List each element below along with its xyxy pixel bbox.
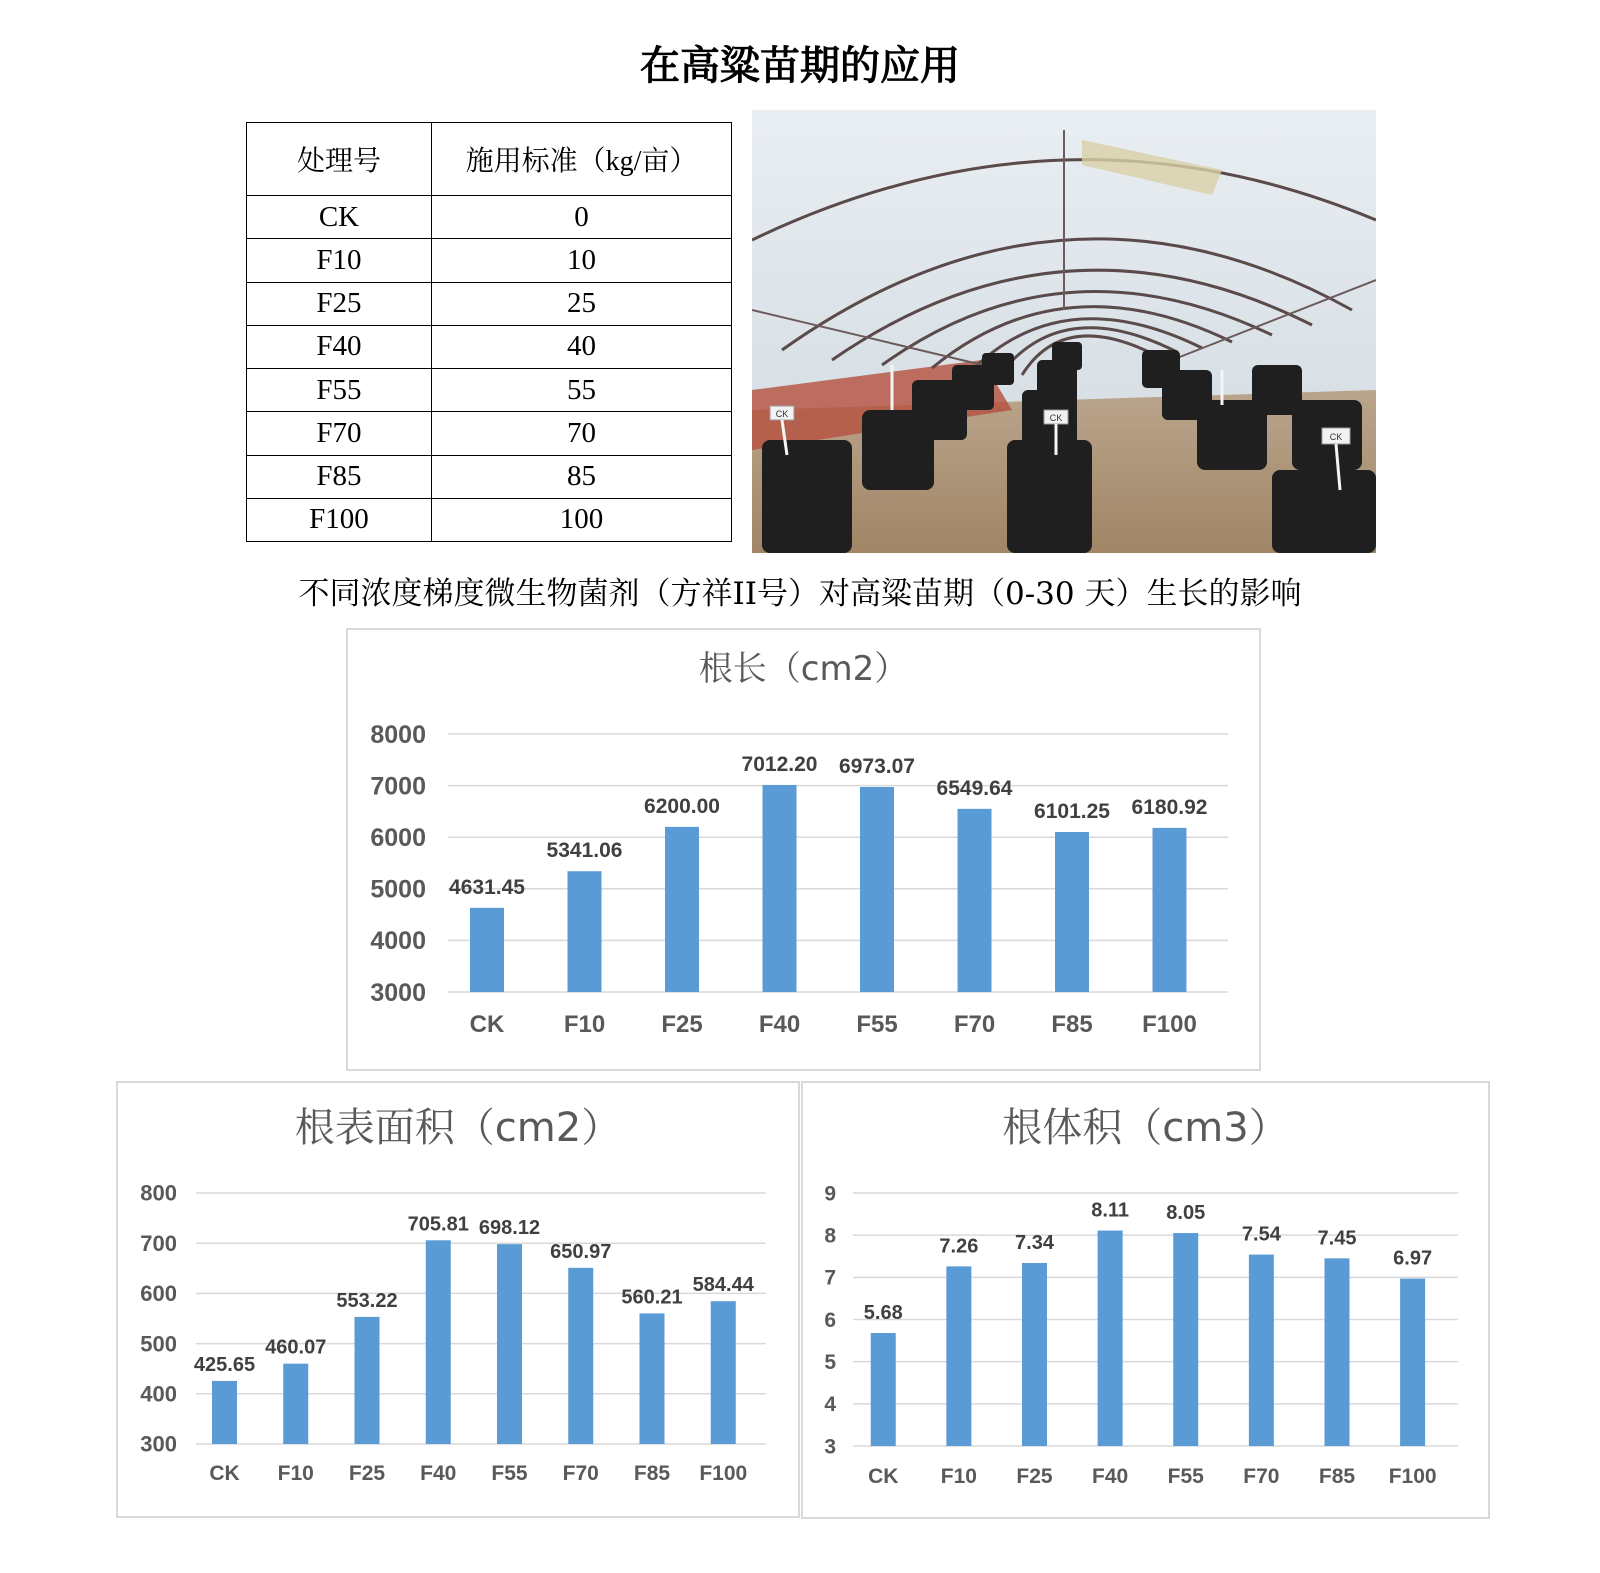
bar (568, 1268, 593, 1444)
cell-rate: 0 (432, 196, 732, 239)
chart-title: 根体积（cm3） (1002, 1105, 1289, 1151)
y-tick-label: 800 (140, 1180, 177, 1206)
data-label: 6200.00 (644, 794, 720, 818)
y-tick-label: 4000 (370, 927, 426, 956)
data-label: 6973.07 (839, 754, 915, 778)
data-label: 7.45 (1317, 1227, 1357, 1250)
cell-rate: 10 (432, 239, 732, 282)
cell-treatment: F25 (247, 282, 432, 325)
bar (871, 1333, 896, 1446)
x-tick-label: F100 (1142, 1011, 1197, 1038)
y-tick-label: 7 (824, 1266, 836, 1290)
cell-treatment: F40 (247, 325, 432, 368)
bar (470, 908, 504, 992)
cell-treatment: F85 (247, 455, 432, 498)
root-surface-area-chart-svg (118, 1083, 798, 1516)
table-row (247, 282, 732, 325)
bar (283, 1364, 308, 1444)
data-label: 7.34 (1015, 1231, 1054, 1254)
y-tick-label: 700 (140, 1230, 177, 1256)
y-tick-label: 600 (140, 1281, 177, 1307)
bar (1153, 828, 1187, 992)
cell-rate: 70 (432, 412, 732, 455)
table-row (247, 498, 732, 541)
page-subtitle: 不同浓度梯度微生物菌剂（方祥II号）对高粱苗期（0-30 天）生长的影响 (298, 576, 1302, 612)
x-tick-label: F70 (1243, 1465, 1280, 1488)
x-tick-label: F100 (1388, 1465, 1437, 1488)
pot-label-text: CK (775, 409, 789, 419)
data-label: 8.11 (1091, 1199, 1130, 1222)
x-tick-label: CK (209, 1462, 240, 1485)
x-tick-label: F100 (699, 1462, 748, 1485)
y-tick-label: 300 (140, 1431, 177, 1457)
y-tick-label: 6000 (370, 823, 426, 852)
root-volume-chart (801, 1081, 1490, 1519)
x-tick-label: F10 (940, 1465, 977, 1488)
bar (946, 1266, 971, 1446)
y-tick-label: 6 (824, 1308, 836, 1332)
bar (1173, 1233, 1198, 1446)
root-length-chart-svg (348, 630, 1259, 1069)
data-label: 425.65 (193, 1353, 256, 1376)
bar (860, 787, 894, 992)
x-tick-label: F55 (1167, 1465, 1204, 1488)
data-label: 460.07 (265, 1336, 327, 1359)
x-tick-label: F25 (348, 1462, 386, 1485)
bar (426, 1240, 451, 1444)
bar (355, 1317, 380, 1444)
bar (1055, 832, 1089, 992)
table-row (247, 239, 732, 282)
bar (212, 1381, 237, 1444)
bar (640, 1313, 665, 1444)
greenhouse-photo (752, 110, 1376, 553)
y-tick-label: 8 (824, 1224, 836, 1248)
data-label: 6.97 (1393, 1247, 1433, 1270)
bar (958, 809, 992, 992)
data-label: 7.26 (939, 1235, 979, 1258)
bar (1325, 1258, 1350, 1446)
chart-title: 根表面积（cm2） (294, 1105, 622, 1151)
cell-treatment: F100 (247, 498, 432, 541)
page-title: 在高粱苗期的应用 (640, 43, 960, 89)
x-tick-label: F10 (563, 1011, 606, 1038)
table-header-row (247, 123, 732, 196)
chart-title: 根长（cm2） (698, 649, 909, 689)
y-tick-label: 500 (140, 1331, 177, 1357)
x-tick-label: F40 (1092, 1465, 1129, 1488)
y-tick-label: 3000 (370, 978, 426, 1007)
bar (1098, 1231, 1123, 1446)
data-label: 650.97 (550, 1240, 612, 1263)
y-tick-label: 9 (824, 1182, 836, 1206)
y-tick-label: 5000 (370, 875, 426, 904)
bar (665, 827, 699, 992)
cell-rate: 100 (432, 498, 732, 541)
data-label: 6549.64 (936, 776, 1013, 800)
x-tick-label: F85 (1051, 1011, 1093, 1038)
data-label: 6101.25 (1034, 799, 1110, 823)
y-tick-label: 5 (824, 1351, 836, 1375)
data-label: 5341.06 (546, 839, 623, 863)
root-length-chart (346, 628, 1261, 1071)
table-row (247, 196, 732, 239)
bar (1022, 1263, 1047, 1446)
treatment-table (246, 122, 732, 542)
x-tick-label: F55 (491, 1462, 528, 1485)
x-tick-label: F40 (758, 1011, 801, 1038)
x-tick-label: F25 (661, 1011, 703, 1038)
table-row (247, 412, 732, 455)
data-label: 705.81 (407, 1213, 469, 1236)
x-tick-label: F85 (1318, 1465, 1356, 1488)
cell-treatment: F70 (247, 412, 432, 455)
data-label: 6180.92 (1131, 795, 1208, 819)
data-label: 8.05 (1166, 1202, 1206, 1225)
greenhouse-illustration (752, 110, 1376, 553)
x-tick-label: F40 (420, 1462, 457, 1485)
root-volume-chart-svg (803, 1083, 1488, 1517)
table-row (247, 369, 732, 412)
y-tick-label: 400 (140, 1381, 177, 1407)
bar (763, 785, 797, 992)
bar (497, 1244, 522, 1444)
data-label: 7012.20 (741, 752, 818, 776)
data-label: 560.21 (621, 1286, 683, 1309)
y-tick-label: 3 (824, 1435, 836, 1459)
data-label: 553.22 (336, 1289, 398, 1312)
cell-rate: 25 (432, 282, 732, 325)
x-tick-label: F70 (953, 1011, 996, 1038)
y-tick-label: 8000 (370, 720, 426, 749)
data-label: 698.12 (478, 1217, 541, 1240)
y-tick-label: 4 (824, 1393, 836, 1417)
bar (1249, 1255, 1274, 1446)
cell-rate: 40 (432, 325, 732, 368)
data-label: 7.54 (1241, 1223, 1281, 1246)
table-row (247, 455, 732, 498)
root-surface-area-chart (116, 1081, 800, 1518)
x-tick-label: F25 (1016, 1465, 1053, 1488)
cell-treatment: F10 (247, 239, 432, 282)
bar (711, 1301, 736, 1444)
data-label: 5.68 (863, 1301, 903, 1324)
bar (568, 871, 602, 992)
header-treatment: 处理号 (247, 123, 432, 196)
header-rate: 施用标准（kg/亩） (432, 123, 732, 196)
data-label: 4631.45 (449, 875, 525, 899)
cell-rate: 55 (432, 369, 732, 412)
pot-label-text: CK (1329, 432, 1343, 442)
x-tick-label: F70 (562, 1462, 599, 1485)
x-tick-label: CK (469, 1011, 505, 1038)
x-tick-label: F10 (277, 1462, 314, 1485)
x-tick-label: F55 (856, 1011, 898, 1038)
cell-rate: 85 (432, 455, 732, 498)
y-tick-label: 7000 (370, 772, 426, 801)
x-tick-label: CK (868, 1465, 899, 1488)
data-label: 584.44 (692, 1274, 754, 1297)
pot-label-text: CK (1049, 413, 1063, 423)
bar (1400, 1279, 1425, 1446)
table-row (247, 325, 732, 368)
cell-treatment: CK (247, 196, 432, 239)
cell-treatment: F55 (247, 369, 432, 412)
x-tick-label: F85 (633, 1462, 671, 1485)
